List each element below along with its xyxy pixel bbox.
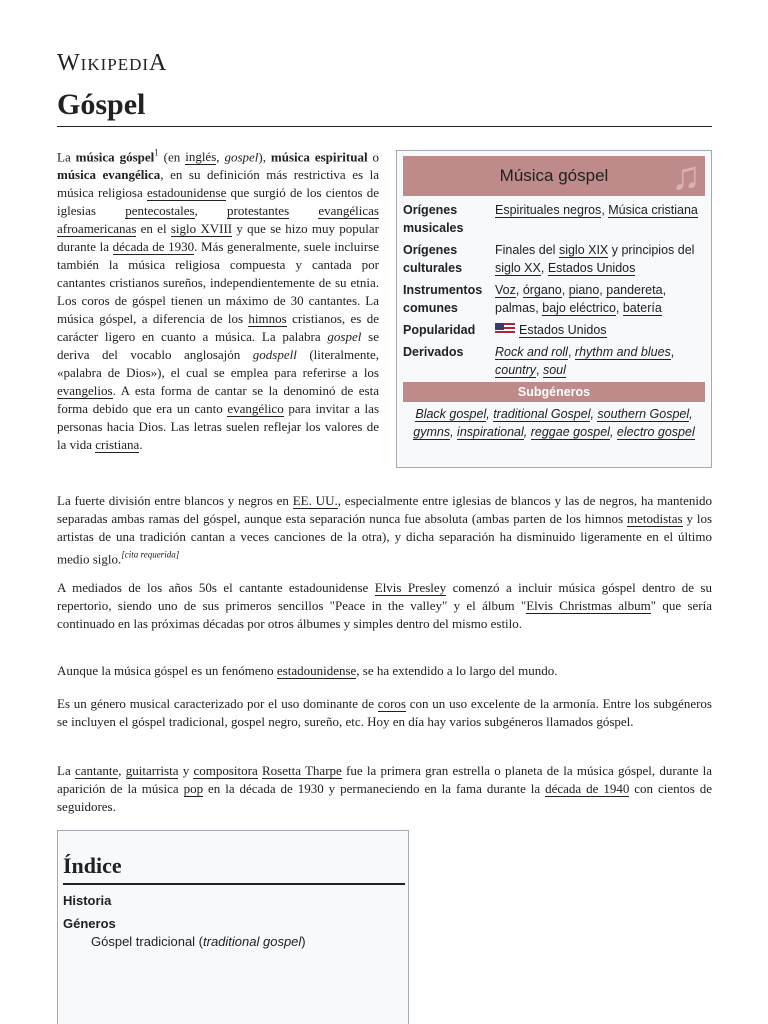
wiki-link[interactable]: country xyxy=(495,363,536,377)
text-run: . A esta forma de cantar se la denominó de esta forma debido que era un canto xyxy=(57,383,379,417)
text-run: , xyxy=(670,345,675,359)
body-paragraph xyxy=(57,695,712,731)
wiki-link[interactable]: década de 1940 xyxy=(545,781,630,796)
wiki-link[interactable]: evangélicas xyxy=(318,203,379,219)
wiki-link[interactable]: Estados Unidos xyxy=(547,261,636,275)
text-run: La xyxy=(57,149,76,165)
text-run: , especialmente entre iglesias de blancos y las de negros, ha mantenido separadas ambas ramas del góspel, aunque esta separación nunca fue absoluta (ambas parten de los himnos xyxy=(57,493,712,526)
wikipedia-logo[interactable] xyxy=(57,50,167,77)
wiki-link[interactable]: siglo XIX xyxy=(558,243,609,257)
wiki-link[interactable]: EE. UU. xyxy=(292,493,338,508)
infobox-subgenres xyxy=(403,405,705,441)
text-run: música góspel xyxy=(75,149,155,165)
text-run: que surgió de los cientos de iglesias xyxy=(57,185,379,219)
text-run: , xyxy=(609,425,617,439)
text-run: ), xyxy=(258,149,271,165)
wiki-link[interactable]: cantante xyxy=(74,763,119,778)
wiki-link[interactable]: Espirituales negros xyxy=(495,203,602,217)
music-note-icon: ♫ xyxy=(671,156,701,196)
text-run: , xyxy=(194,203,228,219)
text-run: Es un género musical caracterizado por el uso dominante de xyxy=(57,696,378,711)
infobox-label: Derivados xyxy=(403,345,464,359)
wiki-link[interactable]: protestantes xyxy=(227,203,290,219)
infobox xyxy=(396,150,712,468)
text-run: y principios del xyxy=(608,243,695,257)
table-of-contents xyxy=(57,830,409,1024)
text-run: cristianos, es de carácter ligero en cuanto a música. La palabra xyxy=(57,311,380,345)
infobox-value xyxy=(495,201,705,219)
wiki-link[interactable]: coros xyxy=(377,696,406,711)
text-run: , xyxy=(450,425,458,439)
wiki-link[interactable]: Rosetta Tharpe xyxy=(261,763,342,778)
wiki-link[interactable]: metodistas xyxy=(626,511,683,526)
text-run: , palmas, xyxy=(495,283,667,315)
text-run: Góspel tradicional ( xyxy=(91,934,203,949)
text-run: , xyxy=(561,283,569,297)
infobox-value xyxy=(495,343,705,379)
body-paragraph xyxy=(57,579,712,633)
text-run: Aunque la música góspel es un fenómeno xyxy=(57,663,277,678)
wiki-link[interactable]: Rock and roll xyxy=(495,345,568,359)
text-run: traditional gospel xyxy=(203,934,302,949)
text-run: , xyxy=(523,425,531,439)
text-run: 1 xyxy=(154,148,159,158)
infobox-subheader: Subgéneros xyxy=(403,382,705,402)
text-run: y los artistas de una tradición cantan a veces canciones de la otra), y dicha separación ha disminuido ligeramente en el último medio siglo. xyxy=(57,511,713,567)
wiki-link[interactable]: Elvis Presley xyxy=(374,580,447,595)
wiki-link[interactable]: siglo XVIII xyxy=(170,221,233,237)
text-run: música espiritual xyxy=(270,149,368,165)
body-paragraph xyxy=(57,662,712,680)
lead-paragraph xyxy=(57,144,379,454)
toc-divider xyxy=(63,883,405,885)
wiki-link[interactable]: Elvis Christmas album xyxy=(526,598,651,613)
text-run: o xyxy=(367,149,380,165)
text-run: , xyxy=(689,407,693,421)
wiki-link[interactable]: Música cristiana xyxy=(608,203,698,217)
logo-letters: IKIPEDI xyxy=(80,55,150,74)
wiki-link[interactable]: Voz xyxy=(495,283,516,297)
wiki-link[interactable]: estadounidense xyxy=(276,663,357,678)
toc-item-historia[interactable]: Historia xyxy=(63,893,112,908)
infobox-value xyxy=(495,321,705,339)
wiki-link[interactable]: evangélico xyxy=(227,401,284,417)
text-run: godspell xyxy=(252,347,297,363)
body-paragraph xyxy=(57,762,712,816)
text-run: . Más generalmente, suele incluirse también la música religiosa compuesta y cantada por cantantes cristianos sureños, independientemente de su etnia. Los coros de góspel tienen un máximo de 30 cantantes. La música góspel, a diferencia de los xyxy=(57,239,379,327)
infobox-value xyxy=(495,241,705,277)
wiki-link[interactable]: guitarrista xyxy=(125,763,179,778)
text-run: fue la primera gran estrella o planeta de la música góspel, durante la aparición de la música xyxy=(57,763,713,796)
toc-item-gospel-tradicional[interactable] xyxy=(91,934,306,949)
text-run: gospel xyxy=(224,149,259,165)
text-run: , xyxy=(216,149,225,165)
wiki-link[interactable]: inglés xyxy=(185,149,217,165)
text-run: , se ha extendido a lo largo del mundo. xyxy=(356,663,558,678)
text-run: (literalmente, «palabra de Dios»), el cual se emplea para referirse a los xyxy=(57,347,379,381)
wiki-link[interactable]: soul xyxy=(542,363,566,377)
wiki-link[interactable]: rhythm and blues xyxy=(574,345,671,359)
wiki-link[interactable]: pentecostales xyxy=(125,203,195,219)
text-run: ) xyxy=(301,934,306,949)
wiki-link[interactable]: estadounidense xyxy=(146,185,227,201)
wiki-link[interactable]: himnos xyxy=(248,311,287,327)
infobox-title xyxy=(403,156,705,196)
text-run: La fuerte división entre blancos y negros en xyxy=(57,493,293,508)
title-underline xyxy=(57,126,712,127)
text-run: (en xyxy=(158,149,186,165)
wiki-link[interactable]: Estados Unidos xyxy=(519,323,607,337)
wiki-link[interactable]: evangelios xyxy=(57,383,113,399)
infobox-label: Instrumentos comunes xyxy=(403,283,483,315)
wiki-link[interactable]: órgano xyxy=(522,283,562,297)
text-run: Finales del xyxy=(495,243,559,257)
text-run: La xyxy=(57,763,75,778)
body-paragraph xyxy=(57,492,712,568)
toc-item-generos[interactable]: Géneros xyxy=(63,916,116,931)
text-run: , xyxy=(540,261,548,275)
wiki-link[interactable]: southern Gospel xyxy=(597,407,690,421)
text-run: comenzó a incluir música góspel dentro de su repertorio, siendo uno de sus primeros sencillos "Peace in the valley" y el álbum " xyxy=(57,580,712,613)
wiki-link[interactable]: pandereta xyxy=(606,283,663,297)
logo-letter: A xyxy=(149,50,168,76)
wiki-link[interactable]: afroamericanas xyxy=(57,221,137,237)
us-flag-icon xyxy=(495,323,515,335)
text-run: , xyxy=(601,203,609,217)
text-run: " que sería continuado en las próximas décadas por otros álbumes y simples dentro del mismo estilo. xyxy=(57,598,712,631)
text-run: , xyxy=(615,301,623,315)
infobox-value xyxy=(495,281,705,317)
wiki-link[interactable]: Black gospel xyxy=(415,407,487,421)
text-run: en la década de 1930 y permaneciendo en la fama durante la xyxy=(203,781,546,796)
wiki-link[interactable]: electro gospel xyxy=(616,425,695,439)
text-run: A mediados de los años 50s el cantante estadounidense xyxy=(57,580,375,595)
infobox-label: Orígenes culturales xyxy=(403,243,463,275)
wiki-link[interactable]: pop xyxy=(183,781,204,796)
wiki-link[interactable]: piano xyxy=(568,283,600,297)
text-run: , xyxy=(536,363,543,377)
wiki-link[interactable]: batería xyxy=(622,301,662,315)
text-run: y que se hizo muy popular durante la xyxy=(57,221,380,255)
wiki-link[interactable]: cristiana xyxy=(95,437,140,453)
text-run: con un uso excelente de la armonía. Entre los subgéneros se incluyen el góspel tradicional, gospel negro, sureño, etc. Hoy en día hay varios subgéneros llamados góspel. xyxy=(57,696,712,729)
text-run: se deriva del vocablo anglosajón xyxy=(57,329,379,363)
text-run: , xyxy=(599,283,607,297)
infobox-label: Orígenes musicales xyxy=(403,203,464,235)
infobox-label: Popularidad xyxy=(403,323,476,337)
toc-title: Índice xyxy=(63,853,122,878)
wiki-link[interactable]: traditional Gospel xyxy=(493,407,591,421)
wiki-link[interactable]: década de 1930 xyxy=(112,239,195,255)
wiki-link[interactable]: compositora xyxy=(193,763,258,778)
page-title: Góspel xyxy=(57,88,146,121)
text-run: , xyxy=(567,345,575,359)
text-run: [cita requerida] xyxy=(121,550,180,560)
text-run: para invitar a las personas hacia Dios. Las letras suelen reflejar los valores de la vida xyxy=(57,401,379,453)
text-run: , xyxy=(515,283,523,297)
wiki-link[interactable]: siglo XX xyxy=(495,261,541,275)
wiki-link[interactable]: bajo eléctrico xyxy=(542,301,616,315)
text-run: , xyxy=(486,407,494,421)
text-run: , en su definición más restrictiva es la música religiosa xyxy=(57,167,379,201)
text-run: gospel xyxy=(327,329,362,345)
text-run: música evangélica xyxy=(57,167,161,183)
text-run xyxy=(289,203,318,218)
text-run: y xyxy=(178,763,194,778)
wiki-link[interactable]: reggae gospel xyxy=(530,425,610,439)
text-run: con cientos de seguidores. xyxy=(57,781,712,814)
text-run: , xyxy=(118,763,126,778)
wiki-link[interactable]: inspirational xyxy=(457,425,524,439)
text-run: en el xyxy=(136,221,171,237)
text-run: , xyxy=(590,407,598,421)
logo-letter: W xyxy=(57,50,81,76)
text-run: . xyxy=(139,437,143,453)
wiki-link[interactable]: gymns xyxy=(413,425,451,439)
infobox-title-text: Música góspel xyxy=(499,166,609,185)
